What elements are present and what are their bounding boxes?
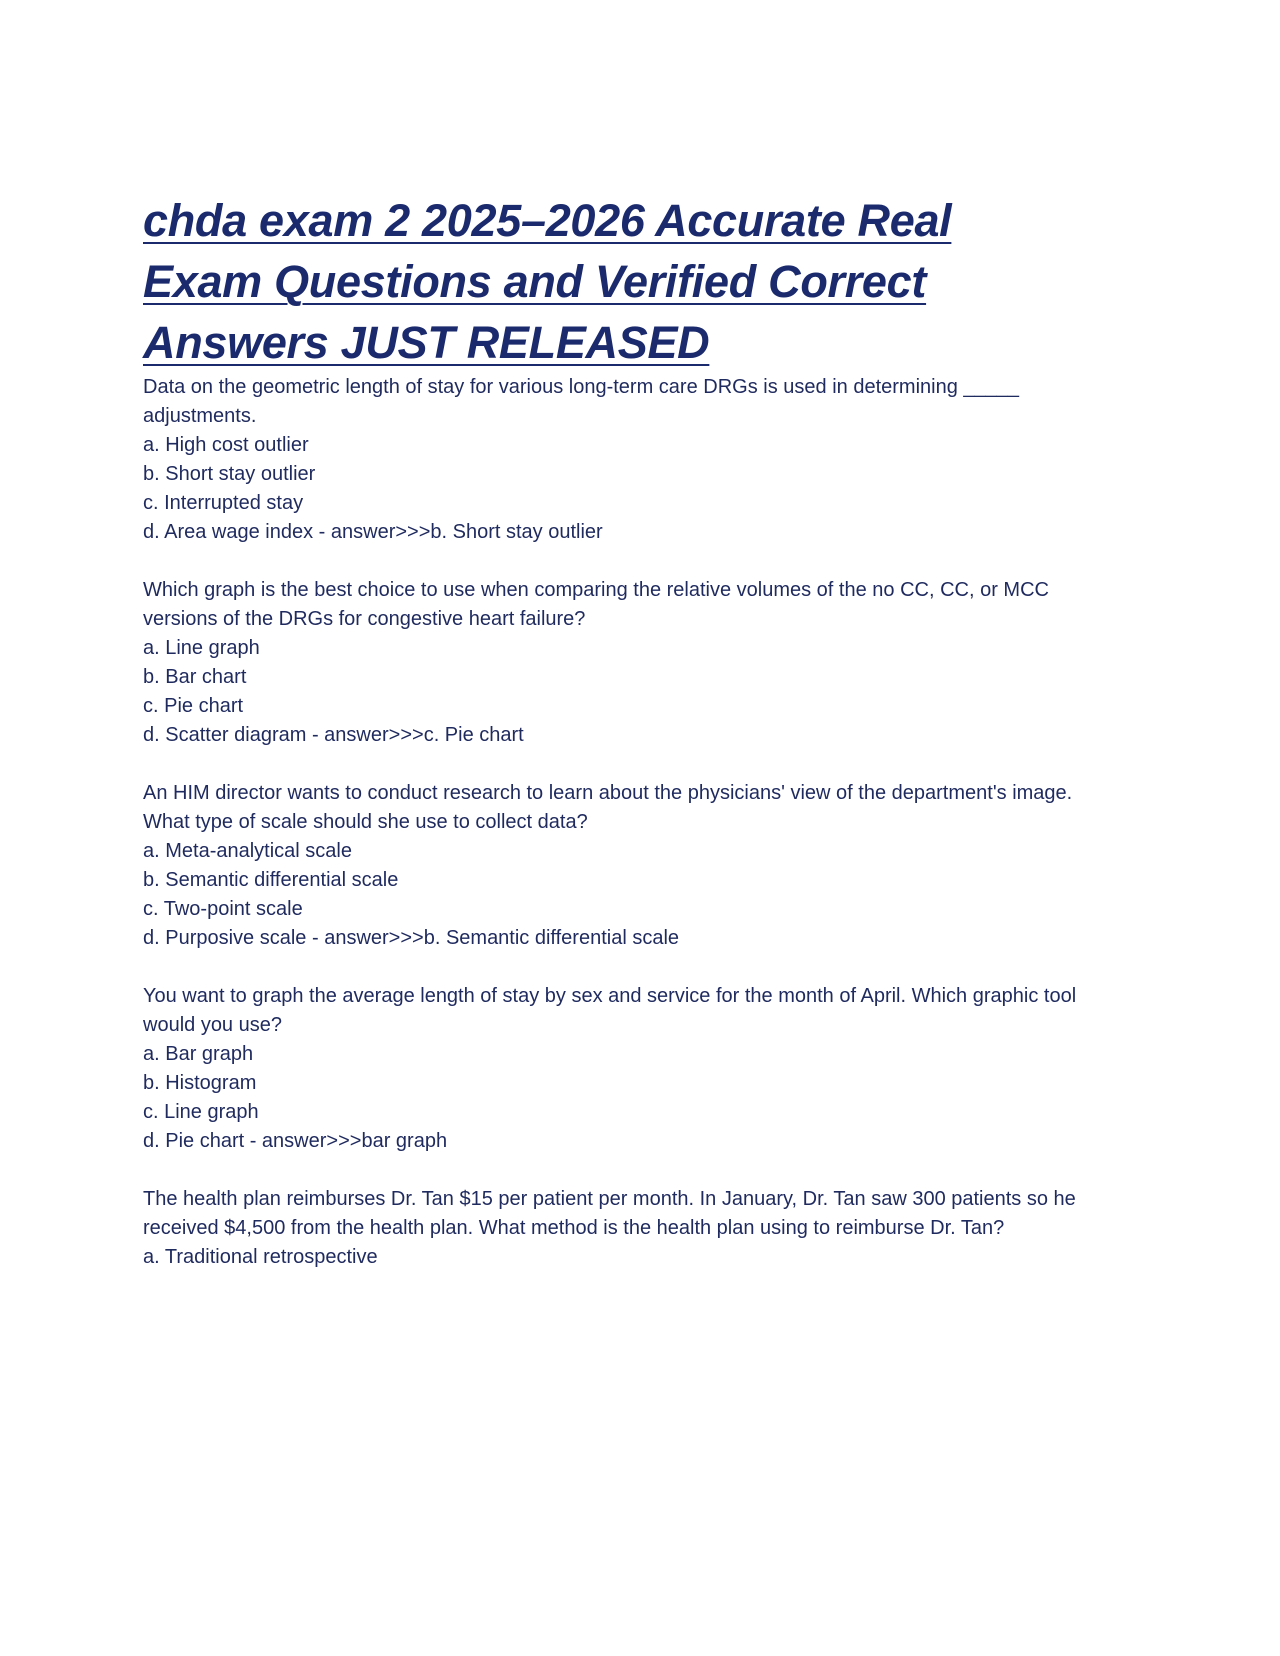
answer-option: a. Bar graph [143,1043,254,1065]
answer-option: d. Purposive scale - answer>>>b. Semantic differential scale [143,927,680,949]
answer-option: b. Histogram [143,1072,257,1094]
question-text: You want to graph the average length of stay by sex and service for the month of April. Which graphic tool would you use? [143,985,1077,1036]
answer-option: a. Line graph [143,637,260,659]
answer-option: d. Pie chart - answer>>>bar graph [143,1130,448,1152]
document-page [143,190,1143,1301]
answer-option: a. Traditional retrospective [143,1246,378,1268]
title-line: Exam Questions and Verified Correct [143,256,927,307]
title-line: chda exam 2 2025–2026 Accurate Real [143,195,952,246]
question-block [143,982,1143,1156]
answer-option: b. Bar chart [143,666,247,688]
question-text: An HIM director wants to conduct research to learn about the physicians' view of the department's image. What type of scale should she use to collect data? [143,782,1073,833]
answer-option: d. Area wage index - answer>>>b. Short stay outlier [143,521,603,543]
answer-option: a. High cost outlier [143,434,309,456]
answer-option: b. Short stay outlier [143,463,316,485]
answer-option: b. Semantic differential scale [143,869,399,891]
document-title [143,190,1143,373]
question-text: Which graph is the best choice to use when comparing the relative volumes of the no CC, CC, or MCC versions of the DRGs for congestive heart failure? [143,579,1049,630]
question-block [143,576,1143,750]
question-block [143,779,1143,953]
answer-option: c. Two-point scale [143,898,303,920]
answer-option: a. Meta-analytical scale [143,840,352,862]
title-line: Answers JUST RELEASED [143,317,710,368]
answer-option: c. Line graph [143,1101,259,1123]
answer-option: c. Pie chart [143,695,244,717]
question-text: Data on the geometric length of stay for various long-term care DRGs is used in determining _____ adjustments. [143,376,1019,427]
answer-option: c. Interrupted stay [143,492,304,514]
question-text: The health plan reimburses Dr. Tan $15 per patient per month. In January, Dr. Tan saw 300 patients so he received $4,500 from the health plan. What method is the health plan using to reimburse Dr. Tan? [143,1188,1076,1239]
question-block [143,1185,1143,1272]
answer-option: d. Scatter diagram - answer>>>c. Pie chart [143,724,524,746]
question-block [143,373,1143,547]
